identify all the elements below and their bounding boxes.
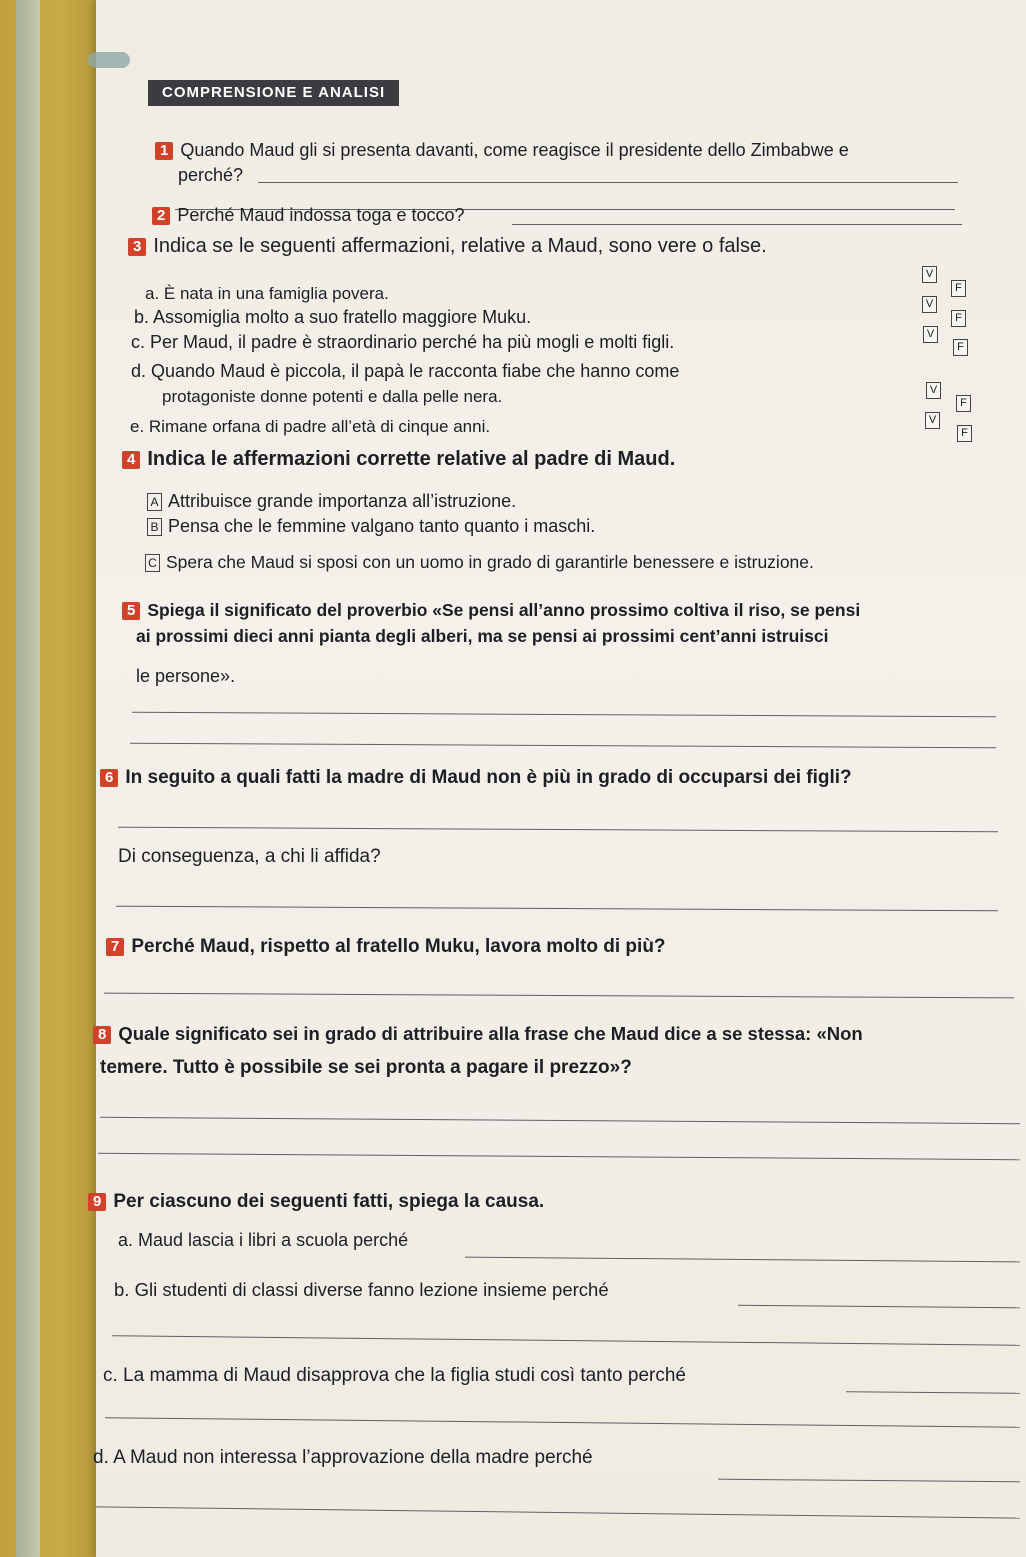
- question-8: [93, 1022, 863, 1046]
- statement-e: e. Rimane orfana di padre all’età di cinque anni.: [130, 417, 491, 436]
- question-number: 8: [93, 1026, 111, 1044]
- cause-c: c. La mamma di Maud disapprova che la figlia studi così tanto perché: [103, 1365, 686, 1386]
- statement-d: d. Quando Maud è piccola, il papà le racconta fiabe che hanno come: [131, 361, 680, 381]
- question-1-text-cont: perché?: [178, 165, 244, 185]
- option-text: Pensa che le femmine valgano tanto quanto i maschi.: [168, 516, 596, 536]
- question-9: [88, 1190, 544, 1214]
- question-number: 4: [122, 451, 140, 469]
- question-number: 7: [106, 938, 124, 956]
- true-checkbox-c[interactable]: V: [923, 326, 938, 343]
- question-5: [122, 598, 860, 622]
- question-3-text: Indica se le seguenti affermazioni, relative a Maud, sono vere o false.: [153, 235, 767, 257]
- false-checkbox-e[interactable]: F: [957, 425, 972, 442]
- true-checkbox-e[interactable]: V: [925, 412, 940, 429]
- question-4: [122, 447, 675, 471]
- question-7: [106, 935, 666, 959]
- false-checkbox-d[interactable]: F: [956, 395, 971, 412]
- true-checkbox-b[interactable]: V: [922, 296, 937, 313]
- question-4-text: Indica le affermazioni corrette relative al padre di Maud.: [147, 448, 676, 470]
- question-number: 2: [152, 207, 170, 225]
- binding-strip: [16, 0, 40, 1557]
- option-b[interactable]: [147, 514, 595, 538]
- question-number: 1: [155, 142, 173, 160]
- option-letter[interactable]: C: [145, 554, 160, 572]
- question-7-text: Perché Maud, rispetto al fratello Muku, lavora molto di più?: [131, 936, 666, 957]
- question-2-text: Perché Maud indossa toga e tocco?: [177, 205, 465, 225]
- answer-line[interactable]: [258, 182, 958, 183]
- statement-c: c. Per Maud, il padre è straordinario perché ha più mogli e molti figli.: [131, 332, 675, 352]
- statement-a: a. È nata in una famiglia povera.: [145, 284, 389, 303]
- question-3: [128, 234, 767, 258]
- question-5-text: Spiega il significato del proverbio «Se pensi all’anno prossimo coltiva il riso, se pensi: [147, 600, 861, 620]
- option-text: Spera che Maud si sposi con un uomo in grado di garantirle benessere e istruzione.: [166, 552, 814, 572]
- question-5-text-end: le persone».: [136, 666, 236, 686]
- cause-a: a. Maud lascia i libri a scuola perché: [118, 1230, 409, 1250]
- option-a[interactable]: [147, 489, 516, 513]
- option-letter[interactable]: A: [147, 493, 162, 511]
- true-checkbox-a[interactable]: V: [922, 266, 937, 283]
- statement-b: b. Assomiglia molto a suo fratello maggiore Muku.: [134, 307, 532, 327]
- question-number: 9: [88, 1193, 106, 1211]
- question-9-text: Per ciascuno dei seguenti fatti, spiega la causa.: [113, 1191, 545, 1212]
- false-checkbox-c[interactable]: F: [953, 339, 968, 356]
- true-checkbox-d[interactable]: V: [926, 382, 941, 399]
- page-tab-mark: [88, 52, 130, 68]
- option-letter[interactable]: B: [147, 518, 162, 536]
- question-8-text: Quale significato sei in grado di attribuire alla frase che Maud dice a se stessa: «Non: [118, 1023, 863, 1044]
- question-number: 6: [100, 769, 118, 787]
- option-c[interactable]: [145, 550, 814, 574]
- question-1-text: Quando Maud gli si presenta davanti, come reagisce il presidente dello Zimbabwe e: [180, 140, 849, 160]
- question-1: [155, 138, 849, 162]
- question-8-text-cont: temere. Tutto è possibile se sei pronta a pagare il prezzo»?: [100, 1057, 632, 1078]
- section-title: COMPRENSIONE E ANALISI: [148, 80, 399, 106]
- question-6: [100, 766, 852, 790]
- cause-d: d. A Maud non interessa l’approvazione della madre perché: [93, 1447, 593, 1468]
- statement-d-cont: protagoniste donne potenti e dalla pelle nera.: [162, 387, 503, 406]
- false-checkbox-b[interactable]: F: [951, 310, 966, 327]
- question-number: 5: [122, 602, 140, 620]
- question-5-text-cont: ai prossimi dieci anni pianta degli alberi, ma se pensi ai prossimi cent’anni istruisci: [136, 626, 829, 646]
- false-checkbox-a[interactable]: F: [951, 280, 966, 297]
- question-number: 3: [128, 238, 146, 256]
- question-6-text: In seguito a quali fatti la madre di Maud non è più in grado di occuparsi dei figli?: [125, 767, 852, 788]
- answer-line[interactable]: [512, 224, 962, 225]
- question-6-followup: Di conseguenza, a chi li affida?: [118, 846, 381, 867]
- question-2: [152, 203, 465, 227]
- cause-b: b. Gli studenti di classi diverse fanno lezione insieme perché: [114, 1279, 609, 1300]
- option-text: Attribuisce grande importanza all’istruzione.: [168, 491, 517, 511]
- book-binding: [0, 0, 100, 1557]
